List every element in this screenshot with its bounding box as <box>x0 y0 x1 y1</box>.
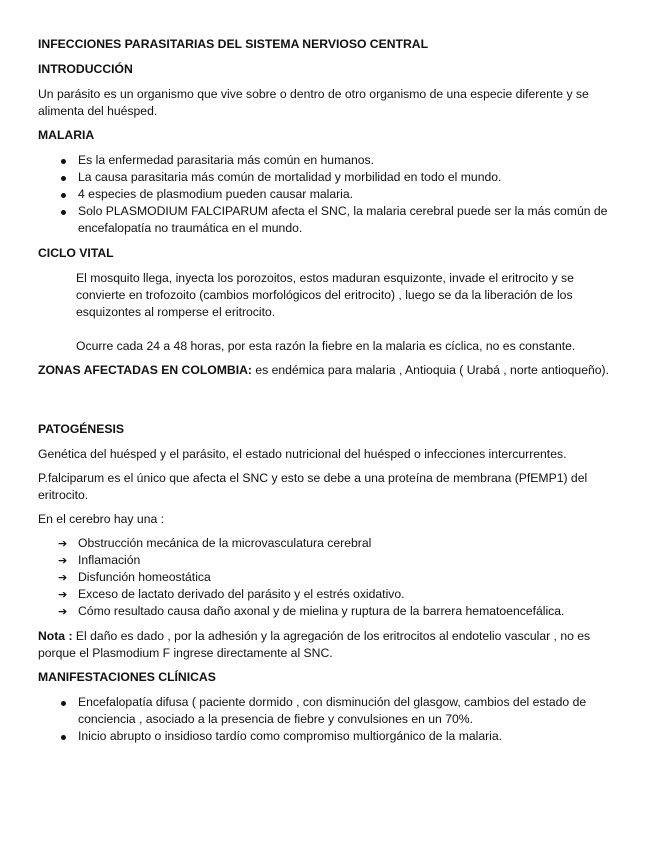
list-item: Es la enfermedad parasitaria más común en humanos. <box>38 152 618 169</box>
arrow-right-icon: ➔ <box>58 605 68 618</box>
list-item: 4 especies de plasmodium pueden causar malaria. <box>38 186 618 203</box>
zonas-text: es endémica para malaria , Antioquia ( Urabá , norte antioqueño). <box>251 363 609 377</box>
intro-paragraph: Un parásito es un organismo que vive sobre o dentro de otro organismo de una especie diferente y se alimenta del huésped. <box>38 87 589 118</box>
patogenesis-paragraph-1: Genética del huésped y el parásito, el estado nutricional del huésped o infecciones intercurrentes. <box>38 447 567 461</box>
list-item: ➔ Inflamación <box>58 553 141 567</box>
list-item: ➔ Disfunción homeostática <box>58 570 211 584</box>
ciclo-paragraph-2: Ocurre cada 24 a 48 horas, por esta razón la fiebre en la malaria es cíclica, no es constante. <box>76 339 576 353</box>
zonas-paragraph <box>38 362 618 379</box>
arrow-right-icon: ➔ <box>58 537 68 550</box>
document-page <box>38 36 618 753</box>
list-item: La causa parasitaria más común de mortalidad y morbilidad en todo el mundo. <box>38 169 618 186</box>
patogenesis-paragraph-2: P.falciparum es el único que afecta el SNC y esto se debe a una proteína de membrana (PfEMP1) del eritrocito. <box>38 471 588 502</box>
list-item: ➔ Obstrucción mecánica de la microvasculatura cerebral <box>58 536 372 550</box>
malaria-heading: MALARIA <box>38 128 95 142</box>
arrow-right-icon: ➔ <box>58 571 68 584</box>
list-item: Solo PLASMODIUM FALCIPARUM afecta el SNC, la malaria cerebral puede ser la más común de encefalopatía no traumática en el mundo. <box>38 203 618 237</box>
patogenesis-heading: PATOGÉNESIS <box>38 422 125 436</box>
document-title: INFECCIONES PARASITARIAS DEL SISTEMA NERVIOSO CENTRAL <box>38 37 429 51</box>
note-text: El daño es dado , por la adhesión y la agregación de los eritrocitos al endotelio vascular , no es porque el Plasmodium F ingrese directamente al SNC. <box>38 629 591 660</box>
patogenesis-list <box>38 535 618 620</box>
arrow-right-icon: ➔ <box>58 554 68 567</box>
list-item: Inicio abrupto o insidioso tardío como compromiso multiorgánico de la malaria. <box>38 728 618 745</box>
note-paragraph <box>38 628 618 662</box>
intro-heading: INTRODUCCIÓN <box>38 62 133 76</box>
manifestaciones-heading: MANIFESTACIONES CLÍNICAS <box>38 670 216 684</box>
list-item: ➔ Exceso de lactato derivado del parásito y el estrés oxidativo. <box>58 587 405 601</box>
manifestaciones-list <box>38 694 618 745</box>
ciclo-heading: CICLO VITAL <box>38 246 114 260</box>
ciclo-paragraph-1: El mosquito llega, inyecta los porozoitos, estos maduran esquizonte, invade el eritrocito y se convierte en trofozoito (cambios morfológicos del eritrocito) , luego se da la liberación de los esquizontes al romperse el eritrocito. <box>76 271 574 319</box>
note-label: Nota : <box>38 629 73 643</box>
list-item: Encefalopatía difusa ( paciente dormido , con disminución del glasgow, cambios del estado de conciencia , asociado a la presencia de fiebre y convulsiones en un 70%. <box>38 694 618 728</box>
malaria-list <box>38 152 618 237</box>
zonas-label: ZONAS AFECTADAS EN COLOMBIA: <box>38 363 252 377</box>
arrow-right-icon: ➔ <box>58 588 68 601</box>
patogenesis-paragraph-3: En el cerebro hay una : <box>38 512 165 526</box>
list-item: ➔ Cómo resultado causa daño axonal y de mielina y ruptura de la barrera hematoencefálica. <box>58 604 565 618</box>
